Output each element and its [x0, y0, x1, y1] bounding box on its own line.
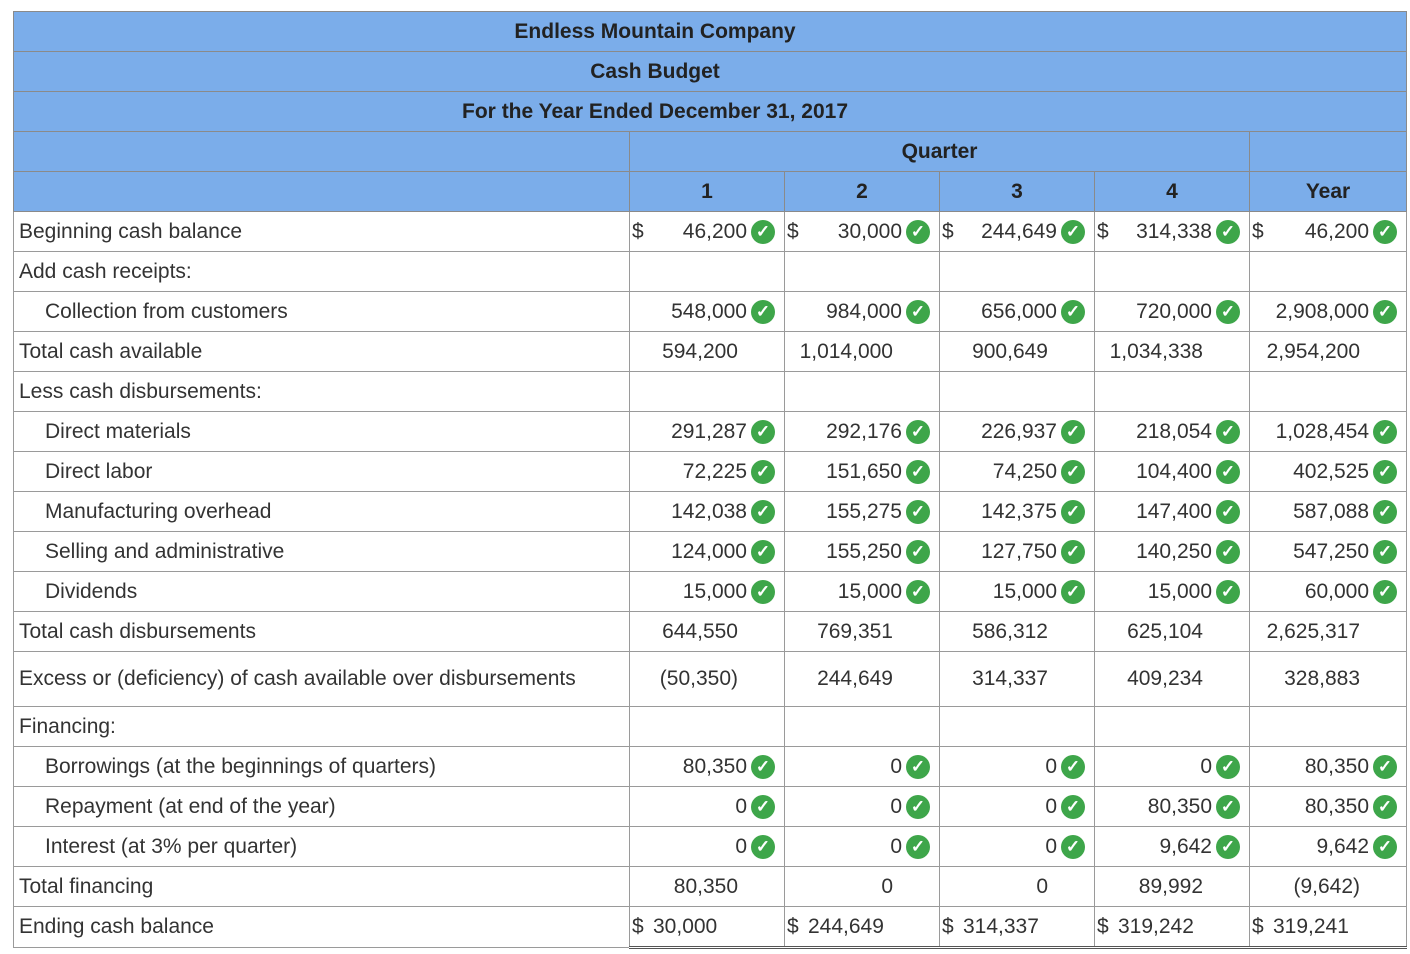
check-icon: ✓	[1373, 540, 1397, 564]
cell-q3	[940, 787, 1095, 827]
cell-value[interactable]: 2,908,000	[1275, 299, 1370, 323]
cell-q1	[630, 292, 785, 332]
cell-q3	[940, 532, 1095, 572]
cell-q1	[630, 252, 785, 292]
check-icon: ✓	[751, 795, 775, 819]
check-icon: ✓	[906, 460, 930, 484]
row-label: Interest (at 3% per quarter)	[14, 827, 630, 867]
cell-q2	[785, 252, 940, 292]
check-icon: ✓	[906, 835, 930, 859]
dollar-sign: $	[1097, 219, 1109, 243]
cell-q4	[1095, 412, 1250, 452]
cell-q2	[785, 292, 940, 332]
dollar-sign: $	[1252, 914, 1264, 938]
cell-year	[1250, 612, 1407, 652]
cell-q2	[785, 372, 940, 412]
cell-q4	[1095, 747, 1250, 787]
cell-value[interactable]: 328,883	[1284, 667, 1361, 690]
cell-value[interactable]: 0	[1045, 834, 1057, 858]
cell-q1	[630, 747, 785, 787]
check-icon: ✓	[1216, 220, 1240, 244]
cell-q2	[785, 612, 940, 652]
cell-value[interactable]: 72,225	[682, 459, 747, 483]
cell-q4	[1095, 332, 1250, 372]
dollar-sign: $	[1097, 914, 1109, 938]
cell-value[interactable]: 142,375	[981, 499, 1057, 523]
budget-rows	[14, 212, 1407, 948]
cell-value[interactable]: 547,250	[1293, 539, 1370, 563]
check-icon: ✓	[1373, 580, 1397, 604]
cell-value[interactable]: 218,054	[1136, 419, 1212, 443]
budget-row	[14, 532, 1407, 572]
cell-q2	[785, 652, 940, 707]
cash-budget	[13, 11, 1406, 949]
cell-value[interactable]: 720,000	[1136, 299, 1212, 323]
check-icon: ✓	[1373, 300, 1397, 324]
cell-q4	[1095, 907, 1250, 948]
budget-row	[14, 612, 1407, 652]
check-icon: ✓	[1061, 460, 1085, 484]
cell-value[interactable]: 15,000	[1147, 579, 1212, 603]
cell-value[interactable]: 74,250	[992, 459, 1057, 483]
dollar-sign: $	[1252, 219, 1264, 243]
cell-value[interactable]: 147,400	[1136, 499, 1212, 523]
check-icon: ✓	[1061, 540, 1085, 564]
row-label: Repayment (at end of the year)	[14, 787, 630, 827]
cell-value[interactable]: 9,642	[1159, 834, 1212, 858]
check-icon: ✓	[906, 580, 930, 604]
cell-q2	[785, 332, 940, 372]
cell-year	[1250, 747, 1407, 787]
col-header-q2: 2	[785, 172, 940, 212]
cell-value[interactable]: 127,750	[981, 539, 1057, 563]
cell-value[interactable]: 1,034,338	[1109, 339, 1203, 363]
cell-value[interactable]: 644,550	[662, 619, 738, 643]
cell-value[interactable]: 104,400	[1136, 459, 1212, 483]
cell-q4	[1095, 292, 1250, 332]
check-icon: ✓	[751, 755, 775, 779]
row-label: Add cash receipts:	[14, 252, 630, 292]
check-icon: ✓	[1373, 795, 1397, 819]
cell-q1	[630, 372, 785, 412]
cell-value[interactable]: 409,234	[1127, 667, 1203, 690]
cell-q3	[940, 452, 1095, 492]
cell-q2	[785, 212, 940, 252]
cell-year	[1250, 532, 1407, 572]
cell-q1	[630, 572, 785, 612]
cell-q1	[630, 907, 785, 948]
cell-q4	[1095, 827, 1250, 867]
cell-year	[1250, 292, 1407, 332]
cell-q4	[1095, 492, 1250, 532]
cell-value[interactable]: 1,028,454	[1275, 419, 1370, 443]
cell-value[interactable]: 0	[1045, 754, 1057, 778]
check-icon: ✓	[1061, 420, 1085, 444]
cell-value[interactable]: 89,992	[1138, 874, 1203, 898]
cell-q4	[1095, 252, 1250, 292]
cell-value[interactable]: (50,350)	[659, 667, 738, 690]
budget-row	[14, 372, 1407, 412]
cell-value[interactable]: 900,649	[972, 339, 1048, 363]
cell-q1	[630, 532, 785, 572]
check-icon: ✓	[1061, 300, 1085, 324]
cell-q1	[630, 452, 785, 492]
budget-row	[14, 332, 1407, 372]
cell-value[interactable]: 314,338	[1136, 219, 1212, 243]
budget-row	[14, 292, 1407, 332]
cell-q1	[630, 787, 785, 827]
cell-value[interactable]: 586,312	[972, 619, 1048, 643]
cell-value[interactable]: 2,625,317	[1266, 619, 1361, 643]
check-icon: ✓	[1061, 795, 1085, 819]
cell-q1	[630, 652, 785, 707]
cell-value[interactable]: 142,038	[671, 499, 747, 523]
cell-q1	[630, 612, 785, 652]
cell-q2	[785, 747, 940, 787]
check-icon: ✓	[1216, 580, 1240, 604]
cell-value[interactable]: 0	[1200, 754, 1212, 778]
check-icon: ✓	[751, 300, 775, 324]
budget-row	[14, 252, 1407, 292]
row-label: Borrowings (at the beginnings of quarters)	[14, 747, 630, 787]
cell-value[interactable]: 548,000	[671, 299, 747, 323]
cell-q3	[940, 707, 1095, 747]
cell-q3	[940, 292, 1095, 332]
budget-row	[14, 572, 1407, 612]
cell-value[interactable]: 594,200	[662, 339, 738, 363]
cell-value[interactable]: 769,351	[817, 619, 893, 643]
budget-row	[14, 787, 1407, 827]
budget-row	[14, 452, 1407, 492]
row-label: Selling and administrative	[14, 532, 630, 572]
budget-row	[14, 827, 1407, 867]
cell-q2	[785, 452, 940, 492]
cell-q1	[630, 707, 785, 747]
check-icon: ✓	[1373, 220, 1397, 244]
cell-year	[1250, 412, 1407, 452]
cell-value[interactable]: 0	[735, 834, 747, 858]
company-name: Endless Mountain Company	[14, 12, 1407, 52]
cell-value[interactable]: 587,088	[1293, 499, 1370, 523]
cell-year	[1250, 452, 1407, 492]
cell-q4	[1095, 572, 1250, 612]
cell-q2	[785, 572, 940, 612]
cell-q2	[785, 707, 940, 747]
cell-value[interactable]: 0	[735, 794, 747, 818]
cell-value[interactable]: 80,350	[1304, 794, 1370, 818]
budget-row	[14, 747, 1407, 787]
cell-q1	[630, 212, 785, 252]
check-icon: ✓	[1373, 420, 1397, 444]
cell-value[interactable]: 155,250	[826, 539, 902, 563]
cell-value[interactable]: 319,242	[1118, 914, 1194, 938]
check-icon: ✓	[906, 795, 930, 819]
cell-year	[1250, 372, 1407, 412]
cell-q1	[630, 332, 785, 372]
cell-q1	[630, 827, 785, 867]
cell-value[interactable]: 80,350	[1304, 754, 1370, 778]
cell-value[interactable]: 124,000	[671, 539, 747, 563]
cell-value[interactable]: 244,649	[817, 667, 893, 690]
dollar-sign: $	[787, 219, 799, 243]
cell-q2	[785, 907, 940, 948]
cell-value[interactable]: 292,176	[826, 419, 902, 443]
cell-q2	[785, 532, 940, 572]
cell-q3	[940, 827, 1095, 867]
check-icon: ✓	[906, 220, 930, 244]
row-label: Total cash disbursements	[14, 612, 630, 652]
check-icon: ✓	[1216, 500, 1240, 524]
cell-value[interactable]: 140,250	[1136, 539, 1212, 563]
cell-q3	[940, 372, 1095, 412]
cell-value[interactable]: 151,650	[826, 459, 902, 483]
check-icon: ✓	[1216, 420, 1240, 444]
cell-value[interactable]: 402,525	[1293, 459, 1370, 483]
check-icon: ✓	[751, 420, 775, 444]
label-col-header	[14, 172, 630, 212]
cell-q4	[1095, 707, 1250, 747]
cell-value[interactable]: 314,337	[972, 667, 1048, 690]
check-icon: ✓	[1216, 795, 1240, 819]
cell-value[interactable]: 656,000	[981, 299, 1057, 323]
cell-year	[1250, 212, 1407, 252]
cell-value[interactable]: 30,000	[837, 219, 902, 243]
cell-q3	[940, 572, 1095, 612]
check-icon: ✓	[1061, 755, 1085, 779]
cell-q4	[1095, 532, 1250, 572]
quarter-header: Quarter	[630, 132, 1250, 172]
cell-q4	[1095, 612, 1250, 652]
check-icon: ✓	[751, 500, 775, 524]
check-icon: ✓	[906, 755, 930, 779]
cell-value[interactable]: 0	[1045, 794, 1057, 818]
cell-value[interactable]: 319,241	[1273, 914, 1349, 938]
check-icon: ✓	[906, 500, 930, 524]
cell-value[interactable]: 60,000	[1304, 579, 1370, 603]
cell-year	[1250, 907, 1407, 948]
budget-row	[14, 707, 1407, 747]
cell-q3	[940, 212, 1095, 252]
cell-value[interactable]: 2,954,200	[1266, 339, 1361, 363]
cell-value[interactable]: 46,200	[1304, 219, 1370, 243]
check-icon: ✓	[1216, 540, 1240, 564]
cell-year	[1250, 252, 1407, 292]
budget-row	[14, 412, 1407, 452]
cell-year	[1250, 707, 1407, 747]
cell-year	[1250, 492, 1407, 532]
check-icon: ✓	[751, 540, 775, 564]
cell-q4	[1095, 452, 1250, 492]
cell-q2	[785, 492, 940, 532]
cell-value[interactable]: (9,642)	[1293, 874, 1361, 898]
cell-value[interactable]: 0	[890, 754, 902, 778]
dollar-sign: $	[942, 219, 954, 243]
cash-budget-table	[13, 11, 1407, 949]
cell-value[interactable]: 15,000	[837, 579, 902, 603]
cell-q4	[1095, 212, 1250, 252]
cell-value[interactable]: 984,000	[826, 299, 902, 323]
col-header-q3: 3	[940, 172, 1095, 212]
row-label: Ending cash balance	[14, 907, 630, 948]
check-icon: ✓	[1061, 220, 1085, 244]
check-icon: ✓	[1216, 835, 1240, 859]
check-icon: ✓	[1061, 835, 1085, 859]
header-blank	[14, 132, 630, 172]
cell-value[interactable]: 314,337	[963, 914, 1039, 938]
row-label: Total cash available	[14, 332, 630, 372]
cell-q3	[940, 332, 1095, 372]
check-icon: ✓	[751, 835, 775, 859]
cell-q3	[940, 412, 1095, 452]
year-header-blank	[1250, 132, 1407, 172]
check-icon: ✓	[906, 420, 930, 444]
cell-q1	[630, 867, 785, 907]
check-icon: ✓	[1373, 500, 1397, 524]
cell-value[interactable]: 0	[890, 794, 902, 818]
budget-row	[14, 652, 1407, 707]
cell-value[interactable]: 244,649	[981, 219, 1057, 243]
check-icon: ✓	[1373, 460, 1397, 484]
check-icon: ✓	[1216, 460, 1240, 484]
cell-year	[1250, 827, 1407, 867]
cell-q2	[785, 867, 940, 907]
dollar-sign: $	[942, 914, 954, 938]
dollar-sign: $	[787, 914, 799, 938]
cell-q2	[785, 412, 940, 452]
cell-q4	[1095, 787, 1250, 827]
cell-value[interactable]: 0	[1036, 874, 1048, 898]
cell-value[interactable]: 0	[881, 874, 893, 898]
cell-value[interactable]: 625,104	[1127, 619, 1203, 643]
cell-q3	[940, 867, 1095, 907]
cell-value[interactable]: 244,649	[808, 914, 884, 938]
statement-period: For the Year Ended December 31, 2017	[14, 92, 1407, 132]
cell-q3	[940, 492, 1095, 532]
dollar-sign: $	[632, 914, 644, 938]
cell-year	[1250, 787, 1407, 827]
cell-value[interactable]: 0	[890, 834, 902, 858]
row-label: Direct materials	[14, 412, 630, 452]
cell-value[interactable]: 80,350	[1147, 794, 1212, 818]
statement-title: Cash Budget	[14, 52, 1407, 92]
row-label: Less cash disbursements:	[14, 372, 630, 412]
check-icon: ✓	[906, 540, 930, 564]
budget-row	[14, 907, 1407, 948]
cell-value[interactable]: 291,287	[671, 419, 747, 443]
check-icon: ✓	[1061, 580, 1085, 604]
cell-q3	[940, 252, 1095, 292]
cell-q1	[630, 412, 785, 452]
cell-year	[1250, 652, 1407, 707]
check-icon: ✓	[751, 460, 775, 484]
cell-year	[1250, 572, 1407, 612]
row-label: Beginning cash balance	[14, 212, 630, 252]
cell-value[interactable]: 80,350	[673, 874, 738, 898]
check-icon: ✓	[1373, 755, 1397, 779]
row-label: Total financing	[14, 867, 630, 907]
col-header-year: Year	[1250, 172, 1407, 212]
cell-q3	[940, 612, 1095, 652]
row-label: Manufacturing overhead	[14, 492, 630, 532]
row-label: Direct labor	[14, 452, 630, 492]
cell-value[interactable]: 15,000	[682, 579, 747, 603]
cell-q2	[785, 787, 940, 827]
cell-value[interactable]: 46,200	[682, 219, 747, 243]
cell-q3	[940, 907, 1095, 948]
cell-q4	[1095, 372, 1250, 412]
row-label: Excess or (deficiency) of cash available over disbursements	[14, 652, 630, 707]
check-icon: ✓	[1373, 835, 1397, 859]
cell-value[interactable]: 80,350	[682, 754, 747, 778]
cell-year	[1250, 867, 1407, 907]
budget-row	[14, 867, 1407, 907]
dollar-sign: $	[632, 219, 644, 243]
row-label: Financing:	[14, 707, 630, 747]
check-icon: ✓	[1061, 500, 1085, 524]
cell-q3	[940, 747, 1095, 787]
cell-q4	[1095, 652, 1250, 707]
cell-value[interactable]: 30,000	[653, 914, 718, 938]
cell-q4	[1095, 867, 1250, 907]
cell-value[interactable]: 9,642	[1316, 834, 1370, 858]
row-label: Dividends	[14, 572, 630, 612]
cell-value[interactable]: 15,000	[992, 579, 1057, 603]
cell-year	[1250, 332, 1407, 372]
cell-q3	[940, 652, 1095, 707]
check-icon: ✓	[1216, 755, 1240, 779]
budget-row	[14, 212, 1407, 252]
row-label: Collection from customers	[14, 292, 630, 332]
cell-value[interactable]: 226,937	[981, 419, 1057, 443]
col-header-q4: 4	[1095, 172, 1250, 212]
budget-row	[14, 492, 1407, 532]
cell-value[interactable]: 1,014,000	[799, 339, 893, 363]
col-header-q1: 1	[630, 172, 785, 212]
check-icon: ✓	[906, 300, 930, 324]
cell-value[interactable]: 155,275	[826, 499, 902, 523]
check-icon: ✓	[751, 220, 775, 244]
cell-q2	[785, 827, 940, 867]
check-icon: ✓	[1216, 300, 1240, 324]
check-icon: ✓	[751, 580, 775, 604]
cell-q1	[630, 492, 785, 532]
